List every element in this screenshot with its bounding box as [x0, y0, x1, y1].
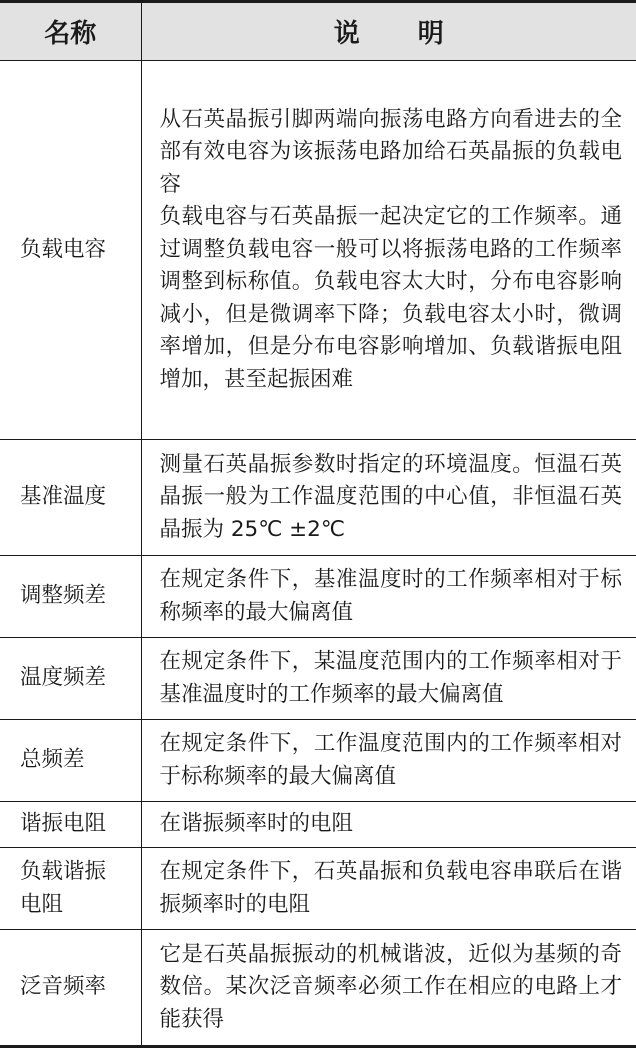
term-name: 负载谐振电阻	[0, 848, 141, 930]
header-description: 说明	[141, 2, 636, 61]
table-row	[0, 556, 636, 638]
term-name: 温度频差	[0, 638, 141, 720]
table-row	[0, 440, 636, 556]
table-row	[0, 802, 636, 848]
term-name: 负载电容	[0, 61, 141, 440]
term-description: 测量石英晶振参数时指定的环境温度。恒温石英晶振一般为工作温度范围的中心值，非恒温石英晶振为 25℃ ±2℃	[141, 440, 636, 556]
table-row	[0, 848, 636, 930]
term-description: 在规定条件下，工作温度范围内的工作频率相对于标称频率的最大偏离值	[141, 720, 636, 802]
term-description-text: 从石英晶振引脚两端向振荡电路方向看进去的全部有效电容为该振荡电路加给石英晶振的负载电容 负载电容与石英晶振一起决定它的工作频率。通过调整负载电容一般可以将振荡电路的工作频率调整到标称值。负载电容太大时，分布电容影响减小，但是微调率下降；负载电容太小时，微调率增加，但是分布电容影响增加、负载谐振电阻增加，甚至起振困难	[159, 106, 622, 392]
table-row	[0, 930, 636, 1047]
term-description	[141, 61, 636, 440]
term-name: 调整频差	[0, 556, 141, 638]
term-description: 在规定条件下，石英晶振和负载电容串联后在谐振频率时的电阻	[141, 848, 636, 930]
term-description: 在规定条件下，基准温度时的工作频率相对于标称频率的最大偏离值	[141, 556, 636, 638]
term-description: 它是石英晶振振动的机械谐波，近似为基频的奇数倍。某次泛音频率必须工作在相应的电路上才能获得	[141, 930, 636, 1047]
table-header-row	[0, 2, 636, 61]
term-description: 在谐振频率时的电阻	[141, 802, 636, 848]
table-row	[0, 61, 636, 440]
term-name: 基准温度	[0, 440, 141, 556]
term-name: 谐振电阻	[0, 802, 141, 848]
table-row	[0, 720, 636, 802]
term-name: 泛音频率	[0, 930, 141, 1047]
term-description: 在规定条件下，某温度范围内的工作频率相对于基准温度时的工作频率的最大偏离值	[141, 638, 636, 720]
table-row	[0, 638, 636, 720]
header-name: 名称	[0, 2, 141, 61]
term-name: 总频差	[0, 720, 141, 802]
